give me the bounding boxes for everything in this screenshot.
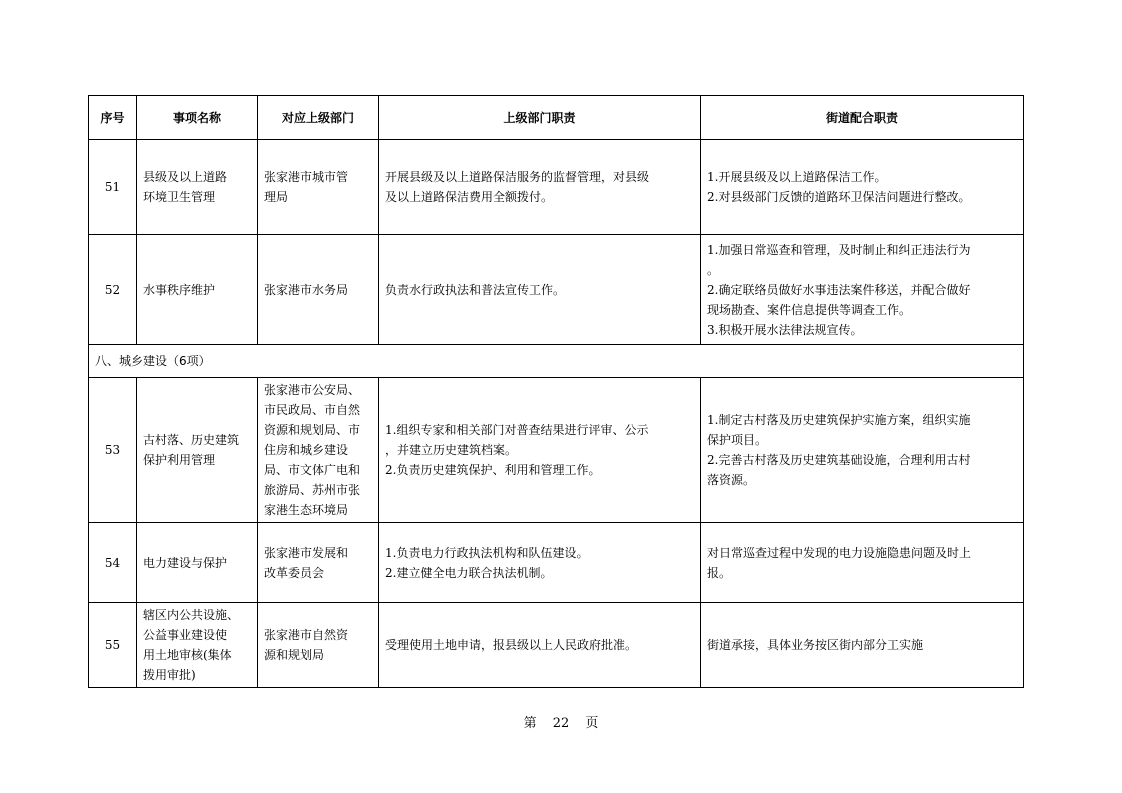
street-duty-line: 1.加强日常巡查和管理，及时制止和纠正违法行为 bbox=[707, 242, 971, 257]
item-name-line: 拨用审批) bbox=[143, 668, 196, 682]
item-name bbox=[137, 378, 258, 523]
table-row bbox=[89, 235, 1024, 345]
dept-name bbox=[258, 523, 379, 603]
table-header-row bbox=[89, 96, 1024, 140]
dept-name-line: 资源和规划局、市 bbox=[264, 423, 361, 437]
page-number: 22 bbox=[552, 716, 570, 731]
item-name-line: 辖区内公共设施、 bbox=[143, 608, 240, 622]
street-duty-line: 2.确定联络员做好水事违法案件移送，并配合做好 bbox=[707, 282, 971, 297]
row-number: 53 bbox=[89, 378, 137, 523]
dept-name-line: 旅游局、苏州市张 bbox=[264, 483, 361, 497]
dept-name bbox=[258, 235, 379, 345]
item-name-line: 县级及以上道路 bbox=[143, 170, 228, 184]
dept-name-line: 理局 bbox=[264, 190, 289, 204]
dept-duty-line: 及以上道路保洁费用全额拨付。 bbox=[385, 190, 554, 204]
dept-name-line: 住房和城乡建设 bbox=[264, 443, 349, 457]
street-duty bbox=[701, 603, 1024, 688]
dept-name-line: 市民政局、市自然 bbox=[264, 403, 361, 417]
dept-duty-line: 2.建立健全电力联合执法机制。 bbox=[385, 565, 553, 580]
dept-name-line: 家港生态环境局 bbox=[264, 503, 349, 517]
street-duty-line: 报。 bbox=[707, 565, 732, 580]
item-name-line: 水事秩序维护 bbox=[143, 282, 216, 297]
table-row bbox=[89, 378, 1024, 523]
dept-duty-line: ，并建立历史建筑档案。 bbox=[385, 443, 518, 457]
dept-name-line: 张家港市发展和 bbox=[264, 545, 349, 560]
dept-duty bbox=[379, 140, 701, 235]
item-name-line: 公益事业建设使 bbox=[143, 628, 228, 642]
row-number: 51 bbox=[89, 140, 137, 235]
header-item-name: 事项名称 bbox=[137, 96, 258, 140]
item-name bbox=[137, 603, 258, 688]
street-duty-line: 3.积极开展水法律法规宣传。 bbox=[707, 322, 863, 337]
street-duty bbox=[701, 140, 1024, 235]
street-duty bbox=[701, 235, 1024, 345]
dept-duty-line: 负责水行政执法和普法宣传工作。 bbox=[385, 282, 566, 297]
street-duty-line: 落资源。 bbox=[707, 473, 756, 487]
table-row bbox=[89, 140, 1024, 235]
street-duty bbox=[701, 378, 1024, 523]
street-duty-line: 1.开展县级及以上道路保洁工作。 bbox=[707, 170, 887, 184]
row-number: 55 bbox=[89, 603, 137, 688]
header-dept: 对应上级部门 bbox=[258, 96, 379, 140]
item-name-line: 环境卫生管理 bbox=[143, 190, 216, 204]
table-row bbox=[89, 523, 1024, 603]
street-duty-line: 对日常巡查过程中发现的电力设施隐患问题及时上 bbox=[707, 545, 972, 560]
street-duty-line: 。 bbox=[707, 262, 720, 277]
item-name bbox=[137, 235, 258, 345]
header-street-duty: 街道配合职责 bbox=[701, 96, 1024, 140]
street-duty-line: 2.对县级部门反馈的道路环卫保洁问题进行整改。 bbox=[707, 190, 971, 204]
dept-duty-line: 1.负责电力行政执法机构和队伍建设。 bbox=[385, 545, 589, 560]
street-duty-line: 保护项目。 bbox=[707, 433, 768, 447]
street-duty-line: 街道承接，具体业务按区街内部分工实施 bbox=[707, 638, 924, 652]
dept-duty bbox=[379, 523, 701, 603]
street-duty bbox=[701, 523, 1024, 603]
item-name bbox=[137, 523, 258, 603]
page-prefix: 第 bbox=[523, 716, 537, 731]
dept-duty bbox=[379, 378, 701, 523]
item-name bbox=[137, 140, 258, 235]
item-name-line: 电力建设与保护 bbox=[143, 555, 228, 570]
dept-duty-line: 2.负责历史建筑保护、利用和管理工作。 bbox=[385, 463, 601, 477]
street-duty-line: 1.制定古村落及历史建筑保护实施方案，组织实施 bbox=[707, 413, 971, 427]
dept-duty-line: 1.组织专家和相关部门对普查结果进行评审、公示 bbox=[385, 423, 649, 437]
section-title: 八、城乡建设（6项） bbox=[89, 345, 1024, 378]
item-name-line: 用土地审核(集体 bbox=[143, 648, 232, 662]
dept-duty bbox=[379, 235, 701, 345]
row-number: 54 bbox=[89, 523, 137, 603]
table-row bbox=[89, 603, 1024, 688]
row-number: 52 bbox=[89, 235, 137, 345]
dept-name-line: 局、市文体广电和 bbox=[264, 463, 361, 477]
dept-name bbox=[258, 140, 379, 235]
dept-name-line: 改革委员会 bbox=[264, 565, 325, 580]
dept-name-line: 源和规划局 bbox=[264, 648, 325, 662]
dept-name bbox=[258, 378, 379, 523]
section-row bbox=[89, 345, 1024, 378]
street-duty-line: 2.完善古村落及历史建筑基础设施，合理利用古村 bbox=[707, 453, 971, 467]
responsibility-table bbox=[88, 95, 1024, 688]
dept-duty bbox=[379, 603, 701, 688]
page-suffix: 页 bbox=[585, 716, 599, 731]
dept-name-line: 张家港市水务局 bbox=[264, 282, 349, 297]
dept-name-line: 张家港市自然资 bbox=[264, 628, 349, 642]
item-name-line: 保护利用管理 bbox=[143, 453, 216, 467]
dept-duty-line: 受理使用土地申请，报县级以上人民政府批准。 bbox=[385, 638, 638, 652]
dept-duty-line: 开展县级及以上道路保洁服务的监督管理，对县级 bbox=[385, 170, 650, 184]
street-duty-line: 现场勘查、案件信息提供等调查工作。 bbox=[707, 302, 912, 317]
dept-name-line: 张家港市公安局、 bbox=[264, 383, 361, 397]
dept-name bbox=[258, 603, 379, 688]
item-name-line: 古村落、历史建筑 bbox=[143, 433, 240, 447]
header-dept-duty: 上级部门职责 bbox=[379, 96, 701, 140]
header-no: 序号 bbox=[89, 96, 137, 140]
page-footer bbox=[0, 712, 1122, 731]
dept-name-line: 张家港市城市管 bbox=[264, 170, 349, 184]
